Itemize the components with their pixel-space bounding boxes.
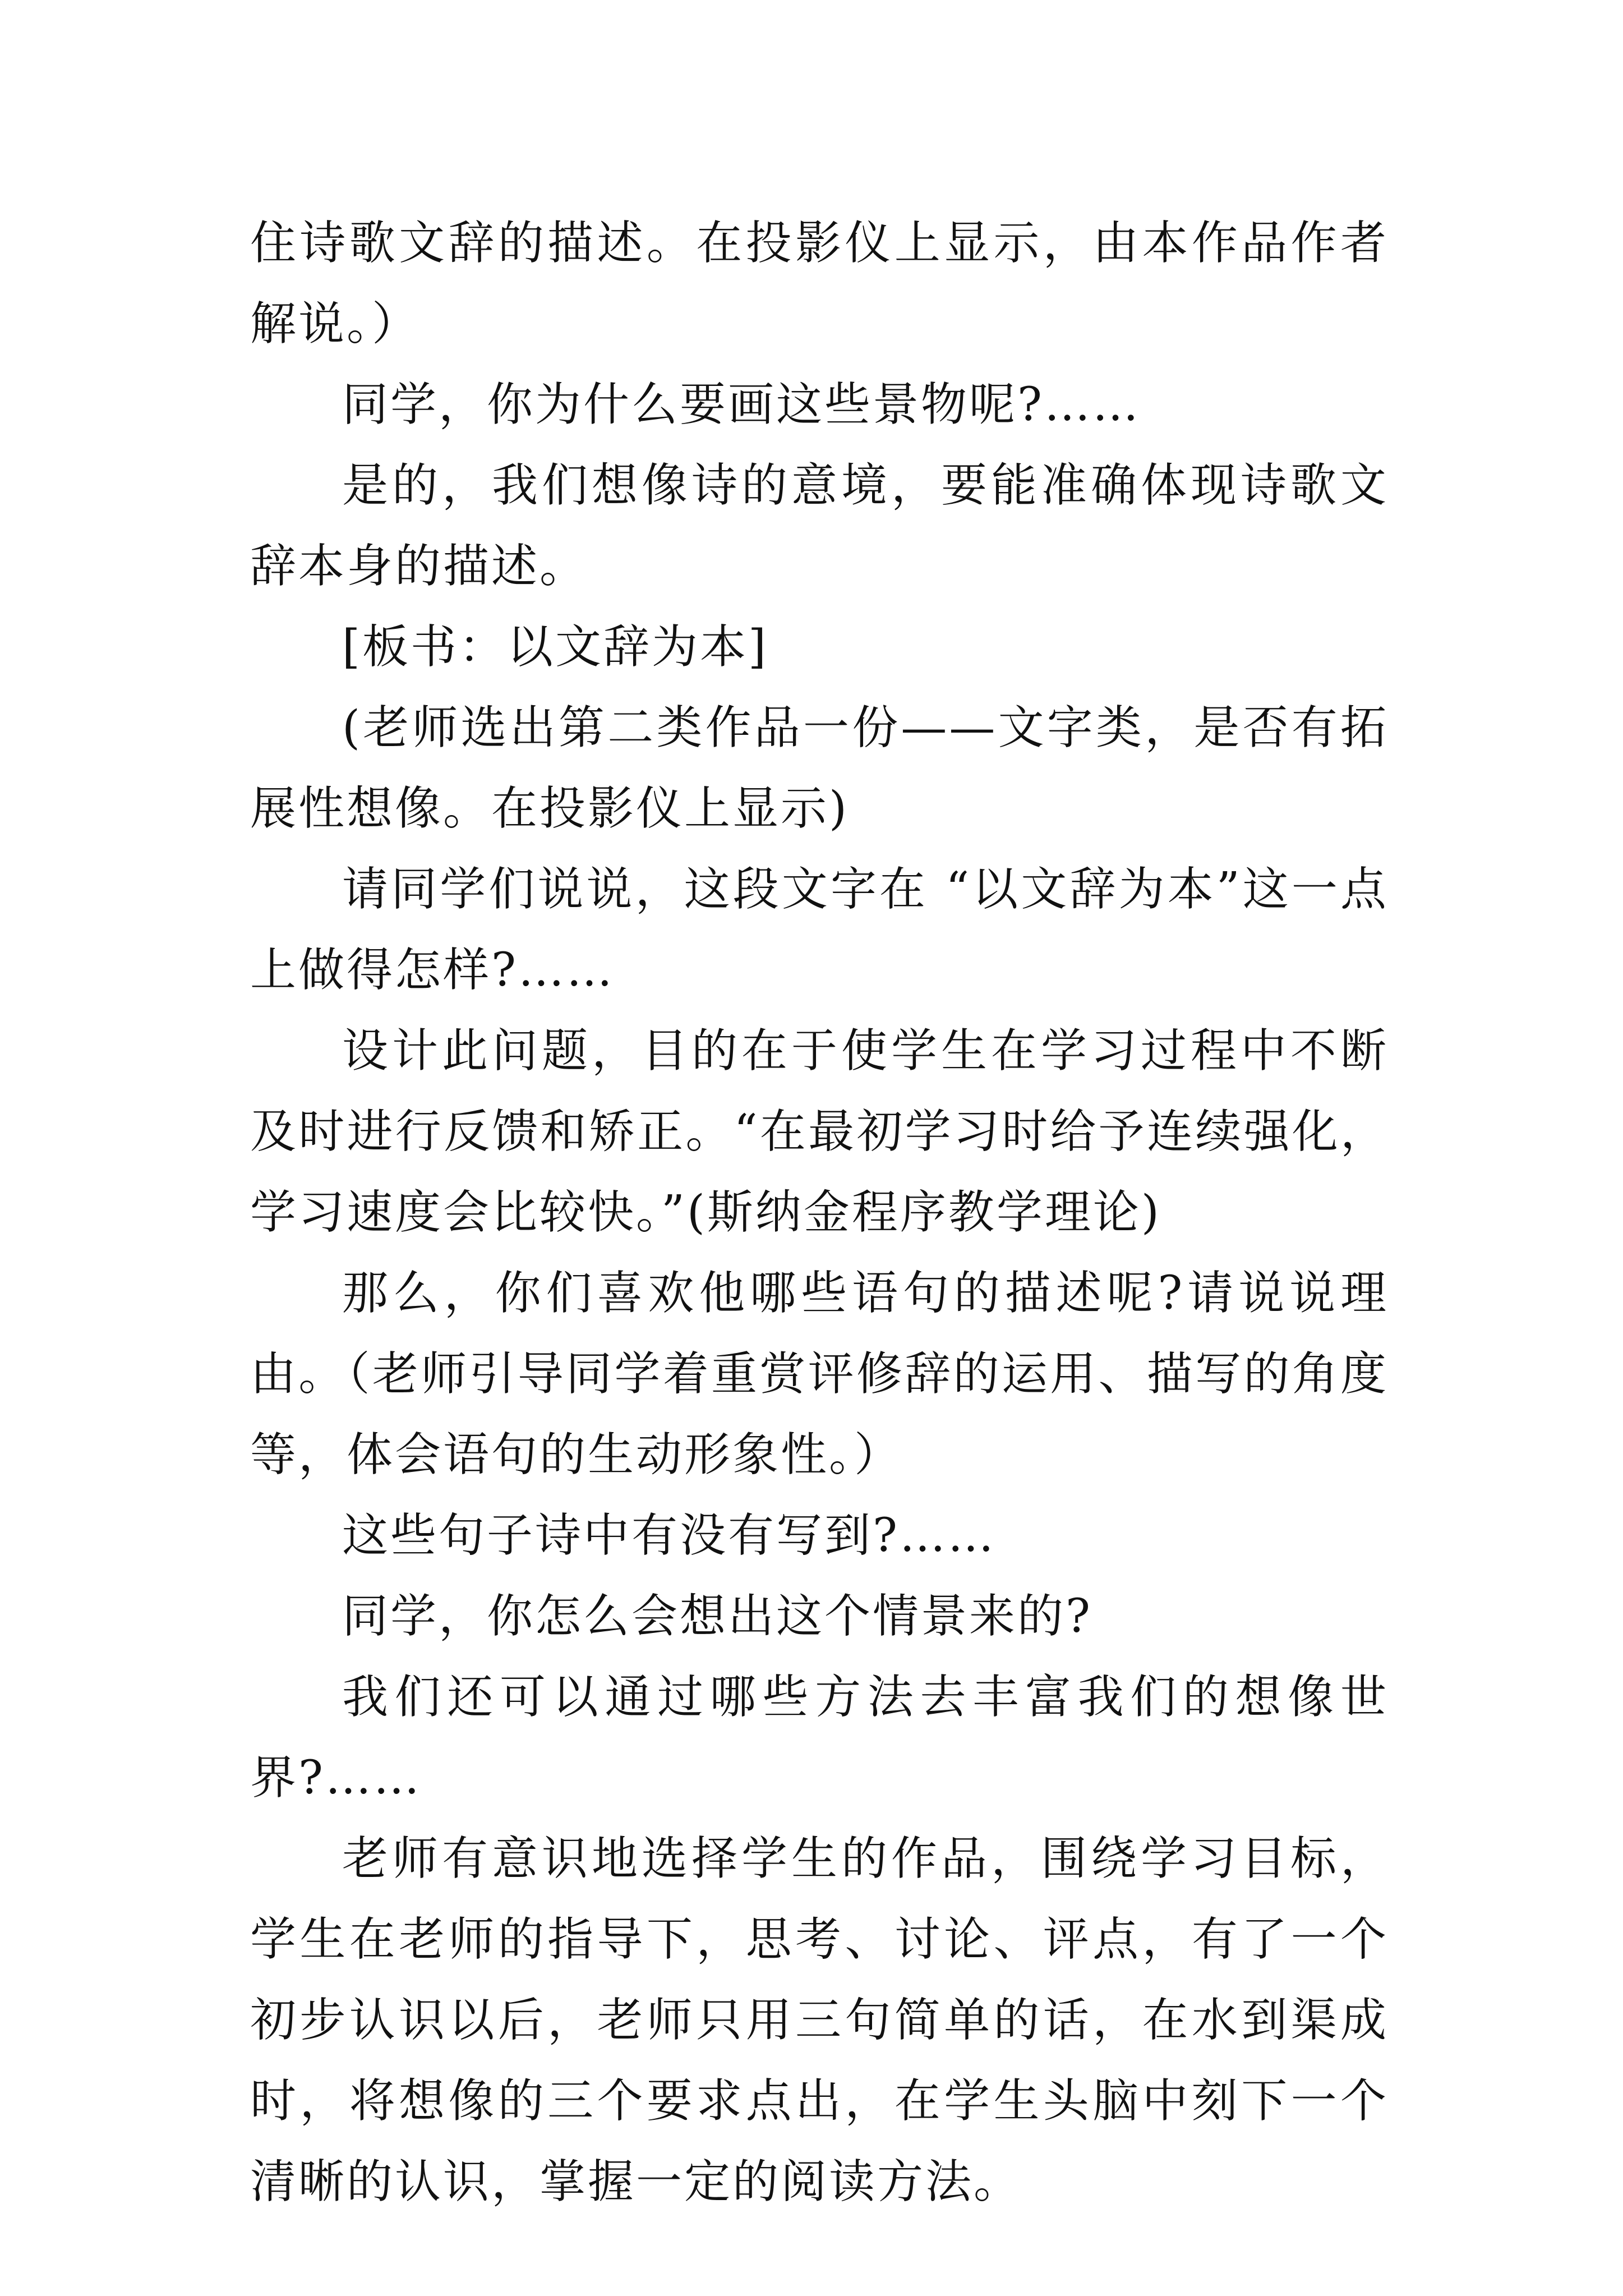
paragraph: 是的，我们想像诗的意境，要能准确体现诗歌文辞本身的描述。 [250,459,1389,593]
body-text [250,203,1389,2223]
paragraph: 老师有意识地选择学生的作品，围绕学习目标，学生在老师的指导下，思考、讨论、评点，有了一个初步认识以后，老师只用三句简单的话，在水到渠成时，将想像的三个要求点出，在学生头脑中刻下一个清晰的认识，掌握一定的阅读方法。 [250,1832,1389,2208]
paragraph: 设计此问题，目的在于使学生在学习过程中不断及时进行反馈和矫正。“在最初学习时给予连续强化，学习速度会比较快。”(斯纳金程序教学理论) [250,1024,1389,1239]
board-note: [板书：以文辞为本] [342,620,768,674]
paragraph: 这些句子诗中有没有写到?…… [342,1509,996,1562]
paragraph: 请同学们说说，这段文字在 “以文辞为本”这一点上做得怎样?…… [250,863,1389,997]
paragraph: 我们还可以通过哪些方法去丰富我们的想像世界?…… [250,1671,1389,1805]
paragraph: (老师选出第二类作品一份——文字类，是否有拓展性想像。在投影仪上显示) [250,701,1389,835]
paragraph: 同学，你为什么要画这些景物呢?…… [342,378,1141,431]
paragraph-continued: 住诗歌文辞的描述。在投影仪上显示，由本作品作者解说。） [250,217,1389,351]
paragraph: 那么，你们喜欢他哪些语句的描述呢?请说说理由。（老师引导同学着重赏评修辞的运用、描写的角度等，体会语句的生动形象性。） [250,1267,1389,1481]
paragraph: 同学，你怎么会想出这个情景来的? [342,1590,1092,1643]
